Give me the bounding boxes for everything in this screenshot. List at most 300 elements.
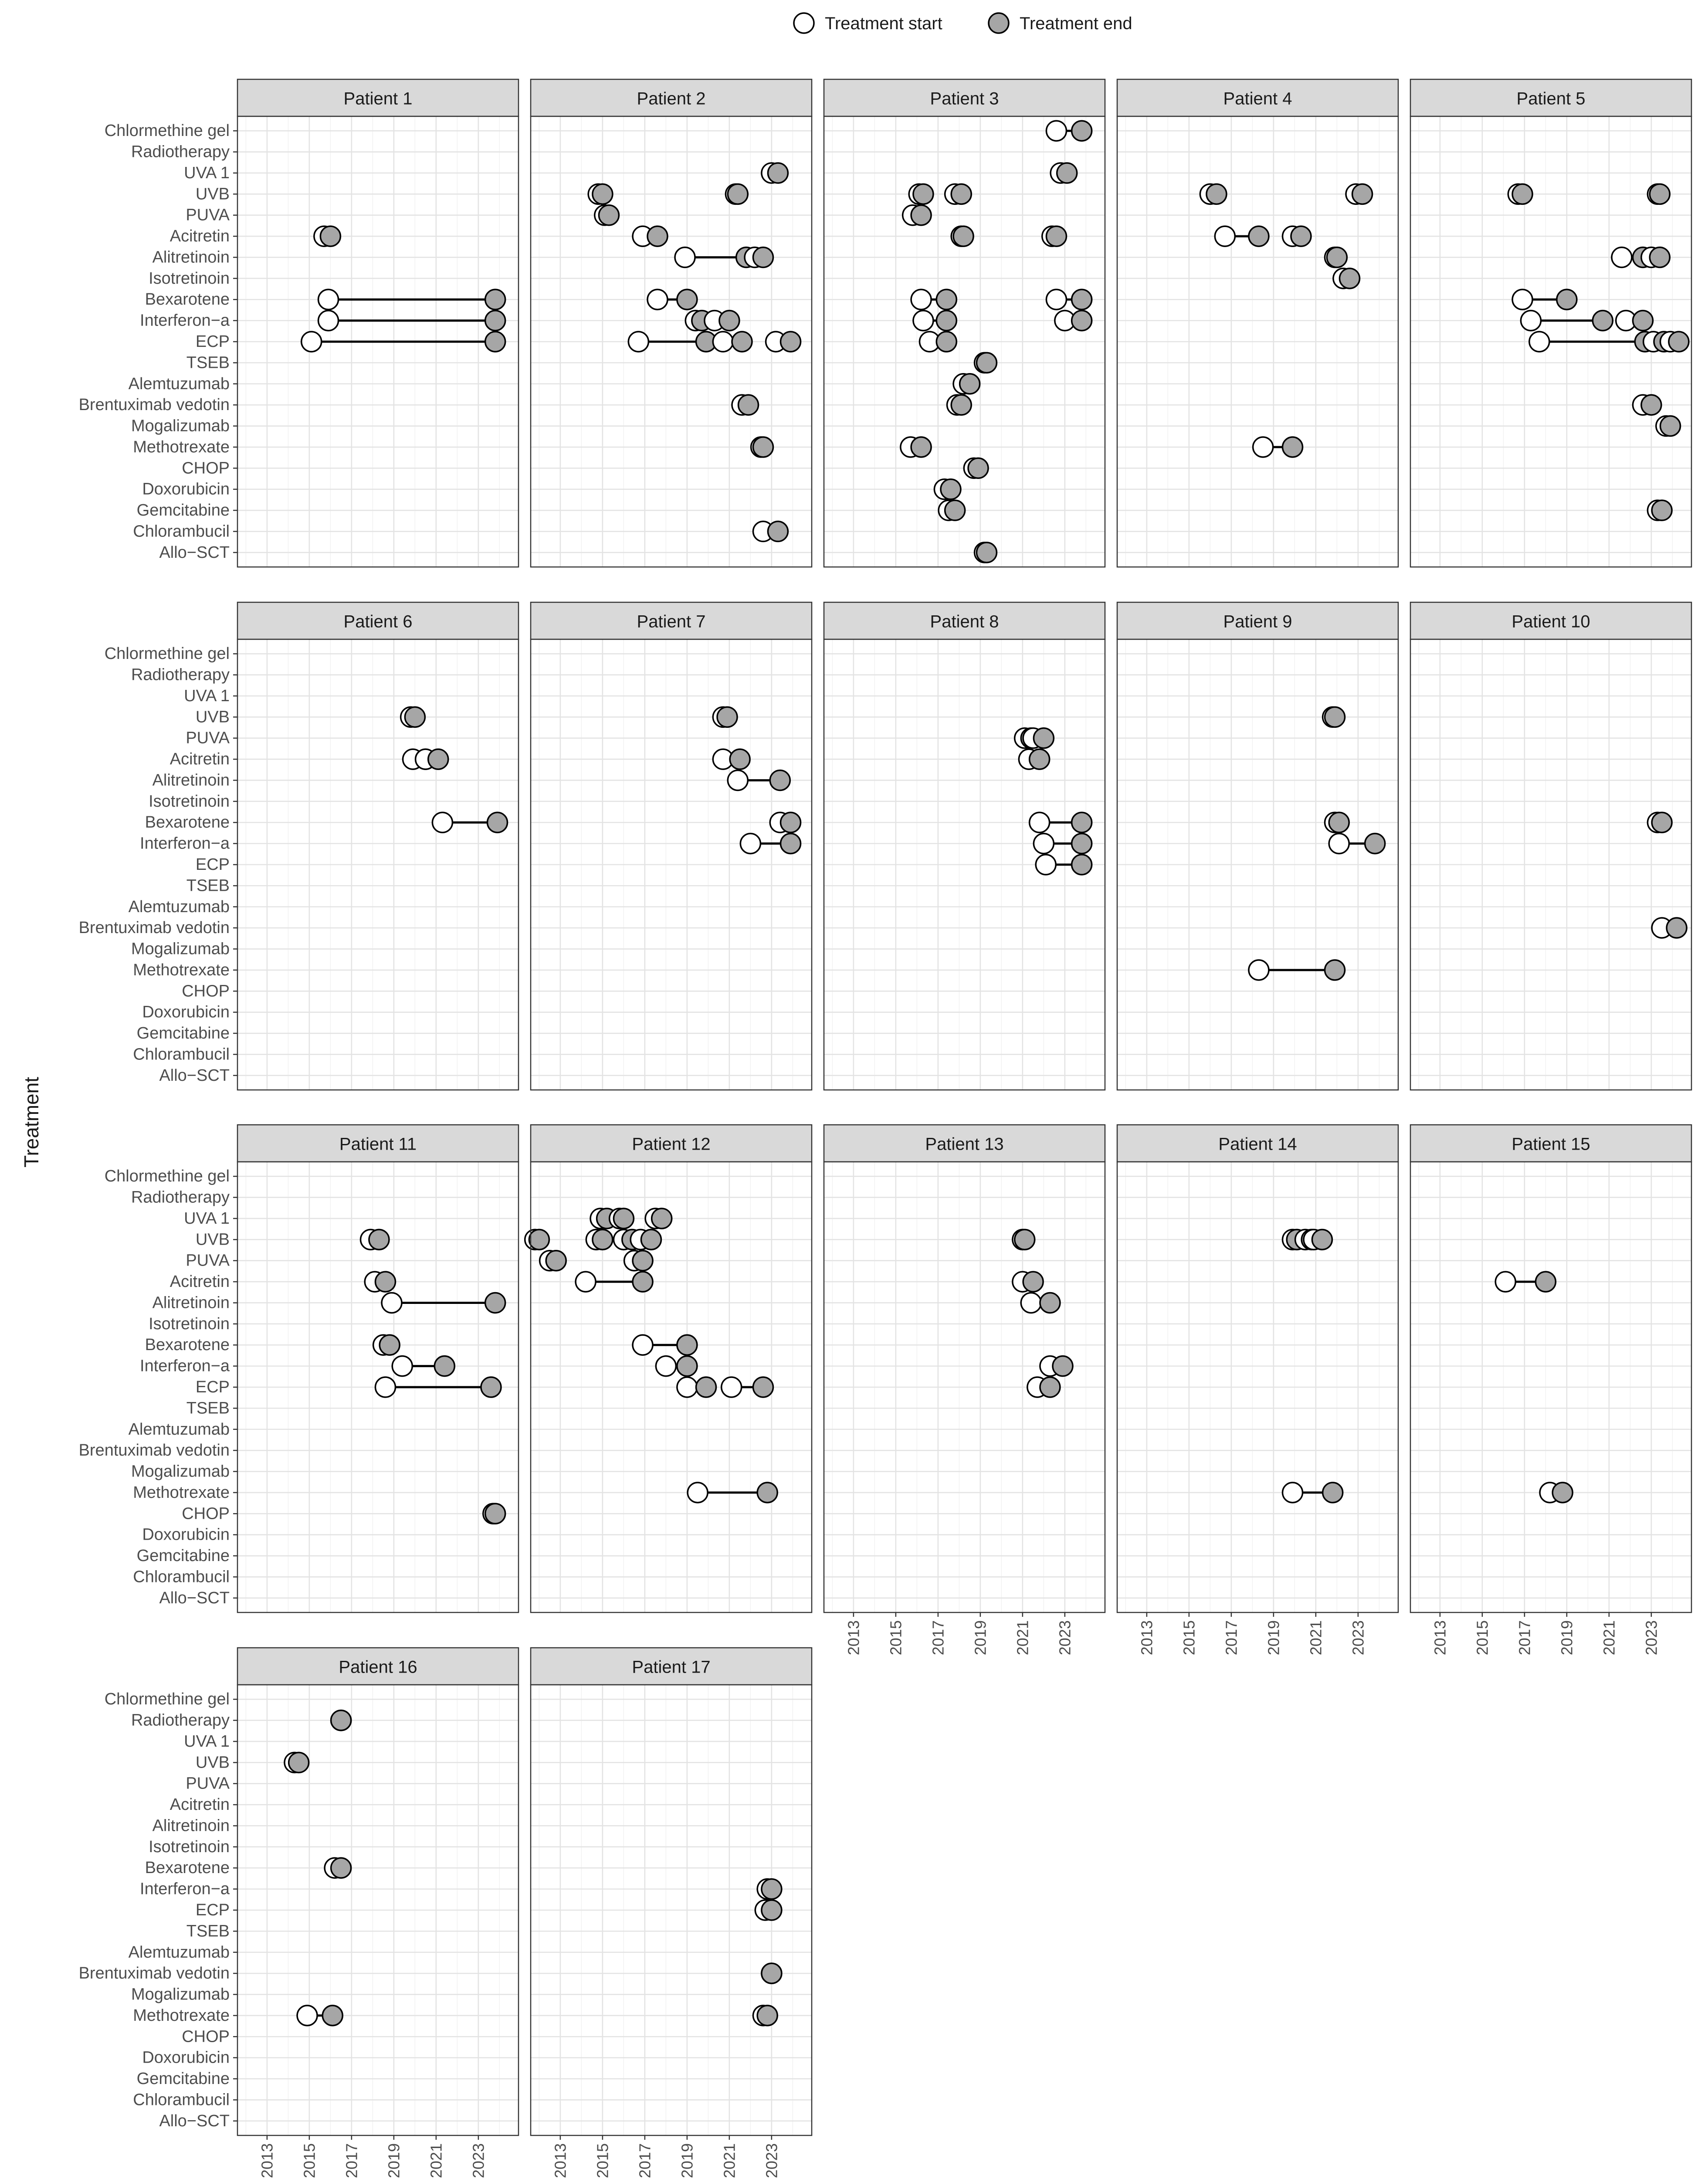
treatment-end-point — [960, 374, 980, 394]
legend — [794, 13, 1132, 33]
y-tick-label: Doxorubicin — [142, 480, 230, 499]
y-tick-label: CHOP — [182, 982, 230, 1001]
x-tick-label: 2015 — [1473, 1620, 1491, 1656]
y-tick-label: Mogalizumab — [131, 1462, 230, 1481]
treatment-end-point — [1652, 812, 1672, 832]
y-tick-label: Gemcitabine — [136, 1024, 230, 1043]
treatment-end-point — [481, 1377, 501, 1397]
x-tick-label: 2017 — [1222, 1620, 1240, 1656]
y-tick-label: UVB — [195, 708, 230, 726]
treatment-start-point — [302, 332, 322, 352]
x-tick-label: 2013 — [551, 2143, 569, 2179]
panel-title: Patient 12 — [632, 1134, 711, 1154]
treatment-end-point — [1327, 247, 1347, 267]
x-tick-label: 2023 — [1642, 1620, 1661, 1656]
treatment-start-point — [1215, 226, 1235, 246]
treatment-end-point — [911, 437, 931, 457]
x-tick-label: 2017 — [636, 2143, 654, 2179]
y-tick-label: Interferon−a — [140, 1357, 230, 1375]
treatment-end-point — [1535, 1272, 1556, 1292]
treatment-start-point — [688, 1483, 708, 1503]
treatment-end-point — [322, 2006, 342, 2026]
y-tick-label: Alitretinoin — [152, 248, 230, 267]
x-tick-label: 2017 — [1515, 1620, 1534, 1656]
treatment-end-point — [936, 332, 956, 352]
y-tick-label: Radiotherapy — [131, 1711, 230, 1730]
y-tick-label: Interferon−a — [140, 311, 230, 330]
treatment-end-point — [1339, 268, 1359, 288]
y-tick-label: Alemtuzumab — [128, 374, 230, 393]
panel-4 — [1117, 79, 1398, 567]
treatment-start-point — [1529, 332, 1549, 352]
treatment-end-point — [976, 543, 996, 563]
treatment-end-point — [768, 163, 788, 183]
treatment-end-point — [757, 2006, 777, 2026]
y-tick-label: Gemcitabine — [136, 501, 230, 520]
treatment-end-point — [768, 521, 788, 541]
treatment-end-point — [1325, 707, 1345, 727]
treatment-end-point — [1552, 1483, 1572, 1503]
y-tick-label: Alitretinoin — [152, 771, 230, 790]
treatment-start-point — [1021, 1293, 1041, 1313]
treatment-start-point — [633, 1335, 653, 1355]
panel-6 — [79, 602, 518, 1090]
panel-title: Patient 2 — [637, 89, 706, 109]
treatment-end-point — [647, 226, 668, 246]
treatment-start-point — [432, 812, 452, 832]
panel-title: Patient 9 — [1223, 612, 1292, 631]
y-tick-label: Alitretinoin — [152, 1293, 230, 1312]
legend-start-label: Treatment start — [825, 14, 942, 33]
treatment-end-point — [941, 479, 961, 499]
treatment-start-point — [1034, 834, 1054, 854]
treatment-start-point — [675, 247, 695, 267]
treatment-end-point — [1072, 121, 1092, 141]
treatment-start-point — [722, 1377, 742, 1397]
treatment-end-point — [485, 1504, 505, 1524]
treatment-end-point — [485, 311, 505, 331]
treatment-start-point — [1512, 289, 1532, 309]
treatment-end-point — [911, 205, 931, 225]
treatment-end-point — [1072, 855, 1092, 875]
y-tick-label: Mogalizumab — [131, 1985, 230, 2004]
treatment-end-point — [1557, 289, 1577, 309]
treatment-end-point — [781, 834, 801, 854]
treatment-end-point — [331, 1858, 351, 1878]
y-tick-label: Methotrexate — [133, 438, 230, 456]
treatment-start-point — [713, 332, 733, 352]
x-tick-label: 2023 — [1056, 1620, 1074, 1656]
y-tick-label: ECP — [195, 333, 230, 351]
treatment-end-point — [739, 395, 759, 415]
y-tick-label: Doxorubicin — [142, 2048, 230, 2067]
treatment-end-point — [1015, 1229, 1035, 1249]
panel-7 — [531, 602, 812, 1090]
treatment-end-point — [1667, 918, 1687, 938]
treatment-end-point — [762, 1879, 782, 1899]
x-tick-label: 2015 — [593, 2143, 612, 2179]
x-tick-label: 2015 — [1180, 1620, 1198, 1656]
treatment-end-point — [633, 1251, 653, 1271]
panel-10 — [1410, 602, 1691, 1090]
treatment-start-point — [656, 1356, 676, 1376]
treatment-end-point — [1352, 184, 1372, 204]
treatment-end-point — [1072, 812, 1092, 832]
treatment-start-point — [1046, 289, 1066, 309]
x-tick-label: 2019 — [1264, 1620, 1283, 1656]
panel-8 — [824, 602, 1105, 1090]
treatment-end-point — [641, 1229, 661, 1249]
y-tick-label: Brentuximab vedotin — [78, 919, 230, 937]
treatment-end-point — [677, 1356, 697, 1376]
treatment-end-point — [1661, 416, 1681, 436]
treatment-start-point — [319, 289, 339, 309]
y-tick-label: Isotretinoin — [149, 269, 230, 288]
treatment-end-point — [728, 184, 748, 204]
panel-title: Patient 10 — [1511, 612, 1590, 631]
panel-title: Patient 6 — [343, 612, 413, 631]
x-tick-label: 2019 — [971, 1620, 990, 1656]
treatment-start-point — [911, 289, 931, 309]
panel-title: Patient 7 — [637, 612, 706, 631]
panel-title: Patient 15 — [1511, 1134, 1590, 1154]
y-tick-label: Bexarotene — [145, 290, 230, 309]
y-tick-label: ECP — [195, 1378, 230, 1396]
y-tick-label: PUVA — [186, 1251, 230, 1270]
y-tick-label: Allo−SCT — [159, 1588, 230, 1607]
y-tick-label: Chlormethine gel — [104, 1167, 230, 1186]
treatment-end-point — [485, 332, 505, 352]
treatment-end-point — [1046, 226, 1066, 246]
treatment-end-point — [375, 1272, 395, 1292]
treatment-start-point — [740, 834, 760, 854]
treatment-end-point — [677, 289, 697, 309]
y-tick-label: Isotretinoin — [149, 1314, 230, 1333]
y-tick-label: Chlorambucil — [133, 2091, 230, 2109]
x-tick-label: 2021 — [1307, 1620, 1325, 1656]
legend-end-marker — [989, 13, 1009, 33]
treatment-end-point — [696, 1377, 716, 1397]
y-tick-label: CHOP — [182, 2027, 230, 2046]
treatment-end-point — [1249, 226, 1269, 246]
x-tick-label: 2017 — [929, 1620, 947, 1656]
y-tick-label: Doxorubicin — [142, 1525, 230, 1544]
treatment-start-point — [375, 1377, 395, 1397]
y-tick-label: Bexarotene — [145, 813, 230, 832]
treatment-start-point — [1030, 812, 1050, 832]
treatment-start-point — [1521, 311, 1541, 331]
x-tick-label: 2019 — [678, 2143, 696, 2179]
x-tick-label: 2013 — [1431, 1620, 1449, 1656]
x-tick-label: 2021 — [427, 2143, 445, 2179]
x-tick-label: 2013 — [1138, 1620, 1156, 1656]
y-tick-label: Brentuximab vedotin — [78, 396, 230, 414]
y-tick-label: Mogalizumab — [131, 417, 230, 435]
treatment-end-point — [633, 1272, 653, 1292]
panel-1 — [79, 79, 518, 567]
y-tick-label: UVB — [195, 1753, 230, 1772]
y-tick-label: PUVA — [186, 729, 230, 747]
x-tick-label: 2023 — [469, 2143, 488, 2179]
treatment-end-point — [485, 1293, 505, 1313]
y-tick-label: Gemcitabine — [136, 2070, 230, 2088]
y-tick-label: Chlorambucil — [133, 1568, 230, 1586]
y-tick-label: Acitretin — [169, 750, 230, 769]
panel-title: Patient 14 — [1218, 1134, 1297, 1154]
treatment-end-point — [781, 332, 801, 352]
panel-2 — [531, 79, 812, 567]
treatment-end-point — [1040, 1293, 1060, 1313]
treatment-end-point — [529, 1229, 549, 1249]
treatment-start-point — [647, 289, 668, 309]
x-tick-label: 2023 — [762, 2143, 781, 2179]
y-tick-label: UVA 1 — [184, 163, 230, 182]
y-tick-label: ECP — [195, 1901, 230, 1919]
treatment-end-point — [428, 749, 448, 769]
x-tick-label: 2015 — [300, 2143, 319, 2179]
y-tick-label: TSEB — [186, 1922, 230, 1941]
y-tick-label: Allo−SCT — [159, 543, 230, 562]
y-tick-label: TSEB — [186, 1399, 230, 1418]
y-tick-label: Chlorambucil — [133, 1045, 230, 1064]
y-tick-label: Isotretinoin — [149, 1837, 230, 1856]
treatment-end-point — [968, 458, 988, 478]
y-tick-label: Interferon−a — [140, 1880, 230, 1898]
y-tick-label: UVB — [195, 185, 230, 204]
treatment-end-point — [485, 289, 505, 309]
treatment-start-point — [1612, 247, 1632, 267]
y-tick-label: Acitretin — [169, 1795, 230, 1814]
treatment-start-point — [913, 311, 933, 331]
legend-start-marker — [794, 13, 814, 33]
y-tick-label: Methotrexate — [133, 2006, 230, 2025]
treatment-end-point — [593, 1229, 613, 1249]
panel-9 — [1117, 602, 1398, 1090]
treatment-end-point — [1072, 311, 1092, 331]
treatment-end-point — [289, 1752, 309, 1772]
treatment-end-point — [1365, 834, 1385, 854]
y-tick-label: Radiotherapy — [131, 1188, 230, 1207]
treatment-end-point — [719, 311, 739, 331]
treatment-end-point — [1030, 749, 1050, 769]
treatment-end-point — [405, 707, 425, 727]
treatment-end-point — [945, 500, 965, 520]
treatment-start-point — [297, 2006, 317, 2026]
y-tick-label: Mogalizumab — [131, 940, 230, 958]
y-tick-label: PUVA — [186, 1774, 230, 1793]
panel-17 — [531, 1648, 812, 2178]
y-tick-label: TSEB — [186, 876, 230, 895]
treatment-end-point — [913, 184, 933, 204]
x-tick-label: 2023 — [1349, 1620, 1367, 1656]
y-axis-title: Treatment — [20, 1077, 43, 1168]
y-tick-label: UVA 1 — [184, 1209, 230, 1228]
x-tick-label: 2013 — [258, 2143, 276, 2179]
x-tick-label: 2019 — [1558, 1620, 1576, 1656]
treatment-end-point — [1633, 311, 1653, 331]
treatment-end-point — [757, 1483, 777, 1503]
panel-title: Patient 16 — [339, 1657, 417, 1677]
y-tick-label: Chlormethine gel — [104, 1690, 230, 1709]
y-tick-label: Chlormethine gel — [104, 122, 230, 140]
treatment-end-point — [1053, 1356, 1073, 1376]
treatment-end-point — [1329, 812, 1349, 832]
treatment-end-point — [730, 749, 750, 769]
treatment-start-point — [576, 1272, 596, 1292]
treatment-end-point — [762, 1963, 782, 1983]
treatment-start-point — [1249, 960, 1269, 980]
treatment-end-point — [593, 184, 613, 204]
panel-5 — [1410, 79, 1691, 567]
treatment-end-point — [613, 1208, 634, 1229]
treatment-start-point — [392, 1356, 412, 1376]
treatment-end-point — [951, 395, 971, 415]
treatment-start-point — [1329, 834, 1349, 854]
treatment-end-point — [753, 437, 773, 457]
panel-title: Patient 11 — [339, 1134, 417, 1154]
treatment-start-point — [319, 311, 339, 331]
treatment-end-point — [677, 1335, 697, 1355]
treatment-end-point — [320, 226, 340, 246]
y-tick-label: Allo−SCT — [159, 2111, 230, 2130]
treatment-end-point — [976, 353, 996, 373]
treatment-end-point — [781, 812, 801, 832]
y-tick-label: Interferon−a — [140, 834, 230, 853]
treatment-end-point — [369, 1229, 389, 1249]
panel-title: Patient 5 — [1516, 89, 1586, 109]
treatment-end-point — [753, 1377, 773, 1397]
x-tick-label: 2021 — [1013, 1620, 1032, 1656]
treatment-end-point — [953, 226, 973, 246]
y-tick-label: Acitretin — [169, 1273, 230, 1291]
panels — [79, 79, 1691, 2178]
treatment-end-point — [1512, 184, 1532, 204]
treatment-end-point — [936, 289, 956, 309]
y-tick-label: Chlorambucil — [133, 522, 230, 541]
panel-title: Patient 13 — [925, 1134, 1004, 1154]
treatment-end-point — [380, 1335, 400, 1355]
treatment-end-point — [1652, 500, 1672, 520]
treatment-end-point — [732, 332, 752, 352]
panel-3 — [824, 79, 1105, 567]
treatment-end-point — [1072, 834, 1092, 854]
y-tick-label: Gemcitabine — [136, 1547, 230, 1565]
treatment-end-point — [1641, 395, 1661, 415]
y-tick-label: Alemtuzumab — [128, 1943, 230, 1962]
treatment-end-point — [951, 184, 971, 204]
y-tick-label: PUVA — [186, 206, 230, 224]
treatment-end-point — [1040, 1377, 1060, 1397]
y-tick-label: Alitretinoin — [152, 1816, 230, 1835]
treatment-end-point — [1283, 437, 1303, 457]
x-tick-label: 2015 — [887, 1620, 905, 1656]
treatment-end-point — [1072, 289, 1092, 309]
treatment-start-point — [1046, 121, 1066, 141]
y-tick-label: Doxorubicin — [142, 1003, 230, 1022]
x-tick-label: 2021 — [720, 2143, 739, 2179]
treatment-end-point — [762, 1900, 782, 1920]
treatment-end-point — [1650, 247, 1670, 267]
panel-12 — [525, 1125, 812, 1612]
treatment-end-point — [546, 1251, 566, 1271]
y-tick-label: Methotrexate — [133, 1483, 230, 1502]
x-tick-label: 2013 — [844, 1620, 863, 1656]
treatment-end-point — [1206, 184, 1227, 204]
treatment-end-point — [434, 1356, 454, 1376]
treatment-end-point — [1323, 1483, 1343, 1503]
y-tick-label: Brentuximab vedotin — [78, 1441, 230, 1460]
treatment-start-point — [1253, 437, 1273, 457]
x-tick-label: 2017 — [342, 2143, 361, 2179]
panel-15 — [1410, 1125, 1691, 1655]
treatment-end-point — [1669, 332, 1689, 352]
y-tick-label: ECP — [195, 855, 230, 874]
y-tick-label: Bexarotene — [145, 1859, 230, 1877]
treatment-start-point — [628, 332, 648, 352]
y-tick-label: CHOP — [182, 1504, 230, 1523]
treatment-start-point — [1036, 855, 1056, 875]
treatment-start-point — [728, 770, 748, 790]
treatment-end-point — [599, 205, 619, 225]
treatment-end-point — [936, 311, 956, 331]
y-tick-label: Radiotherapy — [131, 143, 230, 161]
y-tick-label: CHOP — [182, 459, 230, 478]
treatment-end-point — [717, 707, 737, 727]
panel-16 — [79, 1648, 518, 2178]
y-tick-label: Radiotherapy — [131, 665, 230, 684]
treatment-end-point — [770, 770, 790, 790]
treatment-end-point — [1057, 163, 1077, 183]
y-tick-label: Bexarotene — [145, 1336, 230, 1354]
y-tick-label: Acitretin — [169, 227, 230, 246]
panel-13 — [824, 1125, 1105, 1655]
y-tick-label: Alemtuzumab — [128, 897, 230, 916]
y-tick-label: Brentuximab vedotin — [78, 1964, 230, 1983]
y-tick-label: Methotrexate — [133, 961, 230, 979]
panel-title: Patient 17 — [632, 1657, 711, 1677]
y-tick-label: UVB — [195, 1230, 230, 1249]
y-tick-label: UVA 1 — [184, 1732, 230, 1751]
panel-title: Patient 4 — [1223, 89, 1292, 109]
treatment-start-point — [1495, 1272, 1515, 1292]
treatment-end-point — [1650, 184, 1670, 204]
panel-14 — [1117, 1125, 1398, 1655]
treatment-end-point — [1593, 311, 1613, 331]
panel-title: Patient 1 — [343, 89, 413, 109]
treatment-end-point — [1034, 728, 1054, 748]
y-tick-label: TSEB — [186, 353, 230, 372]
treatment-end-point — [1023, 1272, 1043, 1292]
treatment-start-point — [382, 1293, 402, 1313]
treatment-end-point — [488, 812, 508, 832]
panel-title: Patient 3 — [930, 89, 999, 109]
treatment-end-point — [1312, 1229, 1332, 1249]
y-tick-label: Alemtuzumab — [128, 1420, 230, 1439]
treatment-end-point — [753, 247, 773, 267]
y-tick-label: Allo−SCT — [159, 1066, 230, 1085]
y-tick-label: UVA 1 — [184, 686, 230, 705]
y-tick-label: Isotretinoin — [149, 792, 230, 811]
treatment-end-point — [331, 1711, 351, 1731]
panel-title: Patient 8 — [930, 612, 999, 631]
treatment-end-point — [652, 1208, 672, 1229]
treatment-end-point — [1325, 960, 1345, 980]
y-tick-label: Chlormethine gel — [104, 645, 230, 663]
x-tick-label: 2021 — [1600, 1620, 1618, 1656]
legend-end-label: Treatment end — [1020, 14, 1132, 33]
treatment-start-point — [677, 1377, 697, 1397]
treatment-end-point — [1291, 226, 1311, 246]
